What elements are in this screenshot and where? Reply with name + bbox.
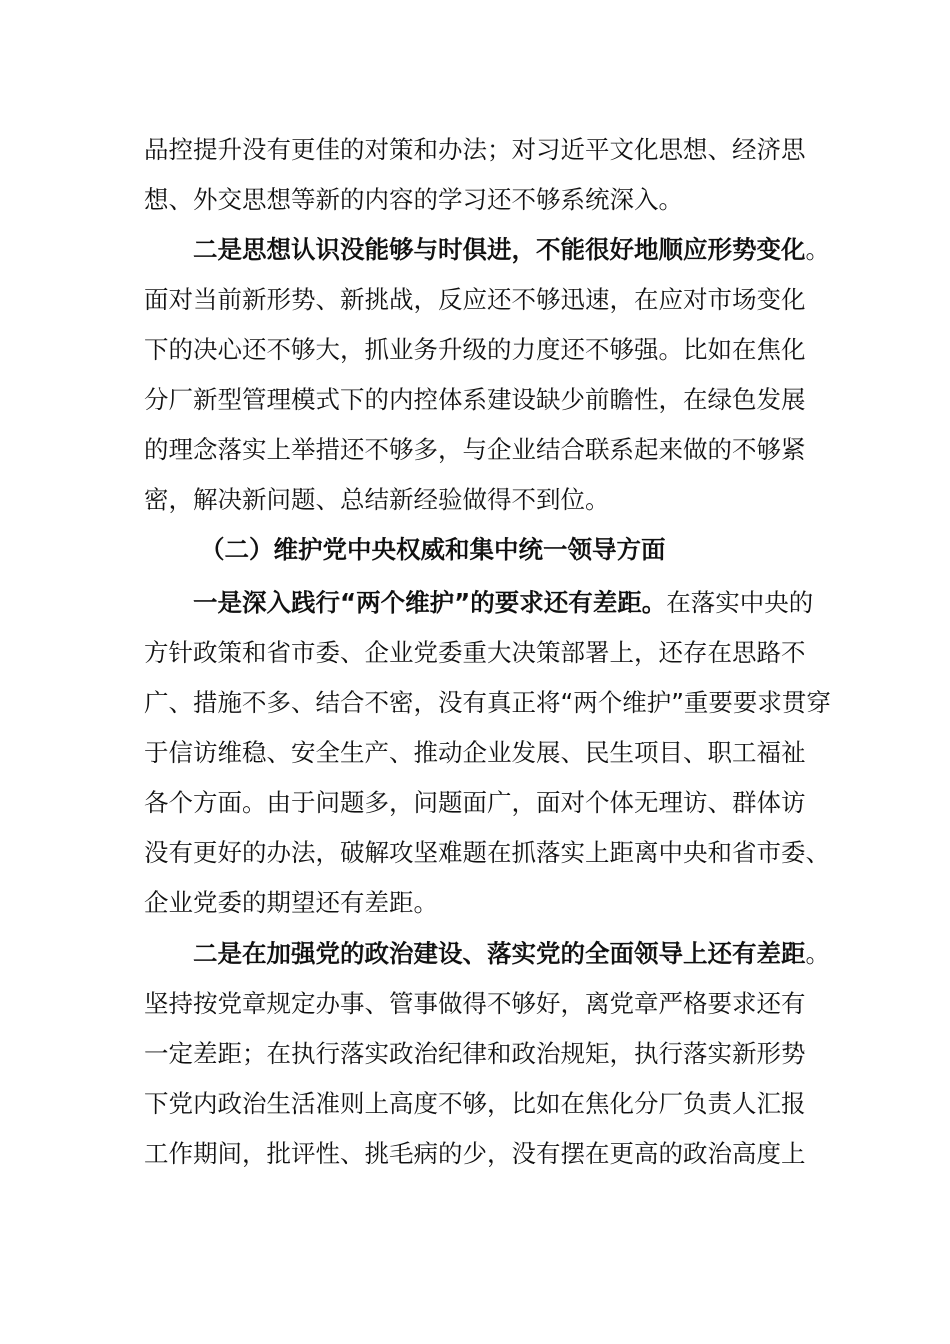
line-text: 广、措施不多、结合不密，没有真正将“两个维护”重要要求贯穿 [144, 688, 831, 717]
paragraph-line [144, 878, 824, 928]
paragraph-line [144, 778, 824, 828]
line-text: 企业党委的期望还有差距。 [144, 888, 438, 917]
bold-lead-sentence: 二是思想认识没能够与时俱进，不能很好地顺应形势变化 [193, 235, 806, 264]
paragraph-line [144, 125, 824, 175]
paragraph-line [144, 678, 831, 728]
paragraph-line [144, 979, 824, 1029]
bold-lead-sentence: 二是在加强党的政治建设、落实党的全面领导上还有差距 [193, 939, 806, 968]
paragraph-line [144, 475, 824, 525]
paragraph-line [144, 325, 824, 375]
paragraph-line [193, 578, 873, 628]
line-text: 分厂新型管理模式下的内控体系建设缺少前瞻性，在绿色发展 [144, 385, 806, 414]
line-text: 方针政策和省市委、企业党委重大决策部署上，还存在思路不 [144, 638, 806, 667]
line-text: 品控提升没有更佳的对策和办法；对习近平文化思想、经济思 [144, 135, 806, 164]
paragraph-line [144, 1129, 824, 1179]
line-text: 下的决心还不够大，抓业务升级的力度还不够强。比如在焦化 [144, 335, 806, 364]
paragraph-line [144, 728, 824, 778]
line-text: 。 [805, 235, 830, 264]
line-text: 在落实中央的 [666, 588, 814, 617]
paragraph-line [144, 1029, 824, 1079]
paragraph-line [144, 425, 824, 475]
paragraph-line [193, 225, 873, 275]
paragraph-line [144, 175, 824, 225]
paragraph-line [144, 375, 824, 425]
paragraph-line [193, 929, 873, 979]
line-text: 想、外交思想等新的内容的学习还不够系统深入。 [144, 185, 683, 214]
line-text: 各个方面。由于问题多，问题面广，面对个体无理访、群体访 [144, 788, 806, 817]
line-text: 。 [805, 939, 830, 968]
paragraph-line [144, 275, 824, 325]
line-text: 面对当前新形势、新挑战，反应还不够迅速，在应对市场变化 [144, 285, 806, 314]
paragraph-line [144, 628, 824, 678]
line-text: 的理念落实上举措还不够多，与企业结合联系起来做的不够紧 [144, 435, 806, 464]
line-text: 坚持按党章规定办事、管事做得不够好，离党章严格要求还有 [144, 989, 806, 1018]
line-text: 密，解决新问题、总结新经验做得不到位。 [144, 485, 610, 514]
line-text: 没有更好的办法，破解攻坚难题在抓落实上距离中央和省市委、 [144, 838, 830, 867]
section-heading-text: （二）维护党中央权威和集中统一领导方面 [200, 535, 666, 564]
line-text: 工作期间，批评性、挑毛病的少，没有摆在更高的政治高度上 [144, 1139, 806, 1168]
line-text: 一定差距；在执行落实政治纪律和政治规矩，执行落实新形势 [144, 1039, 806, 1068]
section-heading [200, 525, 880, 575]
line-text: 下党内政治生活准则上高度不够，比如在焦化分厂负责人汇报 [144, 1089, 806, 1118]
paragraph-line [144, 828, 830, 878]
paragraph-line [144, 1079, 824, 1129]
line-text: 于信访维稳、安全生产、推动企业发展、民生项目、职工福祉 [144, 738, 806, 767]
bold-lead-sentence: 一是深入践行“两个维护”的要求还有差距。 [193, 588, 667, 617]
